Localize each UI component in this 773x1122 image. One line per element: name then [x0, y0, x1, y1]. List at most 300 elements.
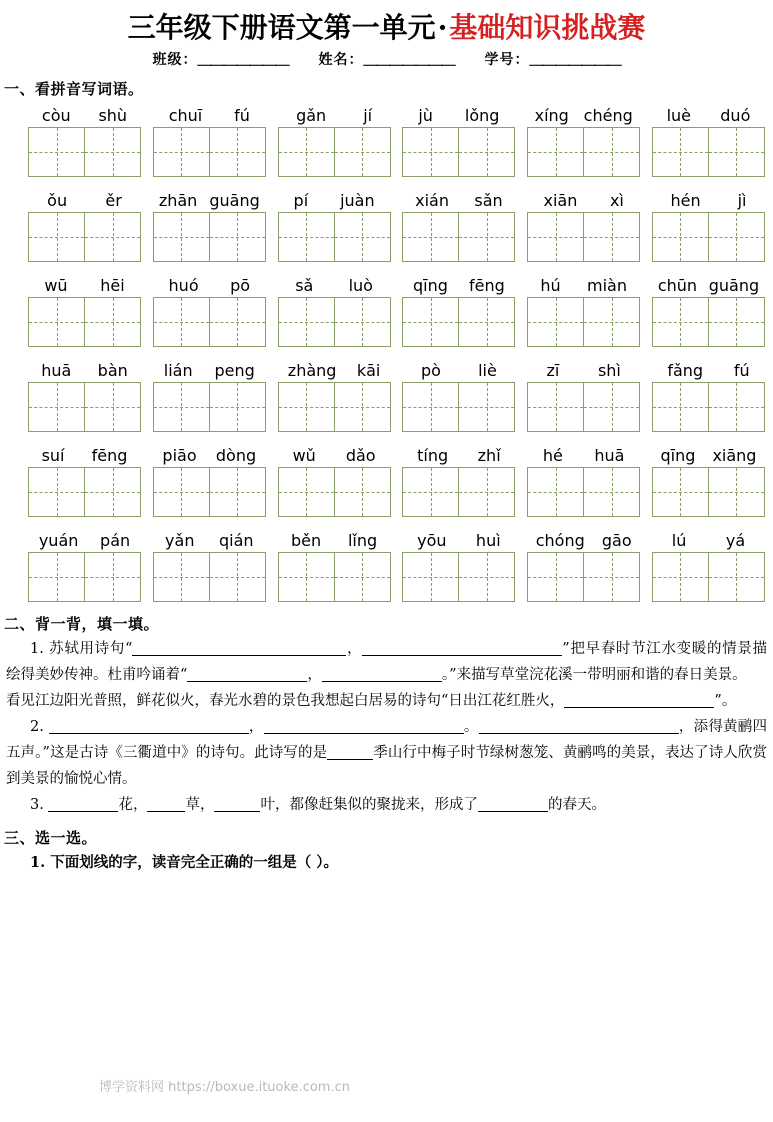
pinyin-label [278, 188, 391, 210]
tianzige-cell[interactable] [278, 212, 335, 262]
q3-text-4: 的春天。 [547, 797, 606, 814]
tianzige-cell[interactable] [402, 467, 459, 517]
pinyin-word-cell [527, 103, 640, 177]
pinyin-syllable: còu [41, 106, 71, 126]
tianzige-cell[interactable] [584, 467, 640, 517]
pinyin-word-cell [278, 273, 391, 347]
tianzige-grid[interactable] [527, 297, 640, 347]
tianzige-cell[interactable] [335, 382, 391, 432]
student-id-label: 学号： [484, 52, 530, 69]
pinyin-syllable: duó [720, 106, 751, 126]
tianzige-cell[interactable] [402, 382, 459, 432]
tianzige-cell[interactable] [85, 127, 141, 177]
tianzige-grid[interactable] [278, 382, 391, 432]
tianzige-grid[interactable] [153, 212, 266, 262]
tianzige-cell[interactable] [527, 297, 584, 347]
tianzige-grid[interactable] [28, 212, 141, 262]
pinyin-label [527, 443, 640, 465]
pinyin-syllable: fēng [91, 446, 128, 466]
tianzige-cell[interactable] [153, 552, 210, 602]
pinyin-syllable: fú [733, 361, 750, 381]
pinyin-syllable: jù [418, 106, 433, 126]
pinyin-syllable: huì [475, 531, 501, 551]
pinyin-syllable: yuán [38, 531, 79, 551]
pinyin-syllable: miàn [587, 276, 627, 296]
tianzige-cell[interactable] [153, 297, 210, 347]
class-field[interactable] [153, 49, 289, 69]
tianzige-grid[interactable] [278, 467, 391, 517]
tianzige-cell[interactable] [584, 212, 640, 262]
tianzige-grid[interactable] [28, 552, 141, 602]
tianzige-cell[interactable] [527, 127, 584, 177]
q3-blank-2[interactable] [147, 797, 185, 812]
tianzige-grid[interactable] [402, 297, 515, 347]
tianzige-cell[interactable] [278, 467, 335, 517]
student-id-blank: ＿＿＿＿＿＿＿ [529, 52, 621, 69]
pinyin-word-cell [652, 528, 765, 602]
q1-text-6: 看见江边阳光普照，鲜花似火，春光水碧的景色我想起白居易的诗句“日出江花红胜火， [6, 693, 565, 710]
tianzige-grid[interactable] [527, 552, 640, 602]
pinyin-word-cell [652, 273, 765, 347]
pinyin-label [652, 358, 765, 380]
fill-question-3 [6, 792, 767, 818]
tianzige-cell[interactable] [210, 552, 266, 602]
pinyin-word-cell [402, 528, 515, 602]
pinyin-syllable: fú [234, 106, 250, 126]
tianzige-cell[interactable] [153, 212, 210, 262]
pinyin-label [278, 528, 391, 550]
pinyin-label [652, 273, 765, 295]
pinyin-syllable: sǎn [474, 191, 503, 211]
tianzige-cell[interactable] [402, 297, 459, 347]
tianzige-cell[interactable] [278, 552, 335, 602]
pinyin-syllable: dǎo [345, 446, 376, 466]
pinyin-syllable: hú [540, 276, 561, 296]
q3-blank-3[interactable] [214, 797, 260, 812]
tianzige-cell[interactable] [28, 212, 85, 262]
tianzige-grid[interactable] [527, 382, 640, 432]
tianzige-grid[interactable] [402, 467, 515, 517]
pinyin-syllable: pí [293, 191, 309, 211]
tianzige-grid[interactable] [652, 552, 765, 602]
tianzige-cell[interactable] [278, 297, 335, 347]
pinyin-word-cell [652, 188, 765, 262]
pinyin-label [28, 443, 141, 465]
pinyin-syllable: lǐng [347, 531, 378, 551]
q2-blank-2[interactable] [264, 719, 464, 734]
tianzige-cell[interactable] [278, 127, 335, 177]
tianzige-cell[interactable] [652, 212, 709, 262]
pinyin-word-cell [402, 273, 515, 347]
pinyin-syllable: chūn [657, 276, 698, 296]
q3-text-3: 叶，都像赶集似的聚拢来，形成了 [260, 797, 478, 814]
tianzige-cell[interactable] [584, 382, 640, 432]
pinyin-label [28, 103, 141, 125]
name-blank: ＿＿＿＿＿＿＿ [363, 52, 455, 69]
tianzige-grid[interactable] [652, 212, 765, 262]
q1-blank-1[interactable] [132, 641, 346, 656]
pinyin-syllable: lǒng [464, 106, 500, 126]
page-title-separator: · [437, 11, 448, 44]
pinyin-syllable: xiān [543, 191, 578, 211]
tianzige-cell[interactable] [85, 382, 141, 432]
tianzige-cell[interactable] [85, 212, 141, 262]
tianzige-grid[interactable] [402, 382, 515, 432]
pinyin-label [153, 188, 266, 210]
tianzige-cell[interactable] [459, 127, 515, 177]
pinyin-syllable: zī [546, 361, 560, 381]
tianzige-cell[interactable] [652, 127, 709, 177]
pinyin-row [0, 358, 773, 432]
pinyin-syllable: lián [163, 361, 193, 381]
pinyin-word-cell [278, 528, 391, 602]
pinyin-syllable: fǎng [667, 361, 704, 381]
pinyin-syllable: fēng [469, 276, 505, 296]
tianzige-grid[interactable] [153, 382, 266, 432]
pinyin-word-cell [402, 443, 515, 517]
q1-blank-2[interactable] [362, 641, 562, 656]
pinyin-label [153, 528, 266, 550]
pinyin-row [0, 528, 773, 602]
tianzige-cell[interactable] [85, 467, 141, 517]
pinyin-label [527, 188, 640, 210]
tianzige-cell[interactable] [153, 467, 210, 517]
tianzige-cell[interactable] [459, 552, 515, 602]
tianzige-cell[interactable] [85, 552, 141, 602]
q3-text-1: 花， [118, 797, 148, 814]
tianzige-grid[interactable] [527, 467, 640, 517]
pinyin-word-cell [28, 103, 141, 177]
q1-number: 1. [30, 641, 44, 658]
q2-blank-3[interactable] [479, 719, 679, 734]
pinyin-syllable: shì [597, 361, 621, 381]
choice-question-1[interactable] [6, 850, 767, 876]
q2-text-4: 季山行中梅子时节绿树葱笼、黄鹂鸣的美景，表达了诗人欣赏到美景的愉悦心情。 [6, 745, 767, 788]
choice-question-section [0, 850, 773, 876]
pinyin-word-cell [28, 273, 141, 347]
tianzige-grid[interactable] [278, 127, 391, 177]
tianzige-grid[interactable] [402, 552, 515, 602]
pinyin-label [402, 358, 515, 380]
pinyin-syllable: chóng [535, 531, 585, 551]
pinyin-syllable: kāi [356, 361, 381, 381]
tianzige-cell[interactable] [459, 382, 515, 432]
tianzige-cell[interactable] [210, 467, 266, 517]
pinyin-word-cell [527, 528, 640, 602]
tianzige-cell[interactable] [584, 552, 640, 602]
pinyin-syllable: liè [478, 361, 497, 381]
tianzige-cell[interactable] [527, 212, 584, 262]
tianzige-cell[interactable] [335, 552, 391, 602]
pinyin-syllable: hén [670, 191, 701, 211]
q2-text-1: ， [248, 719, 264, 736]
tianzige-cell[interactable] [402, 127, 459, 177]
pinyin-syllable: pō [230, 276, 251, 296]
tianzige-cell[interactable] [527, 382, 584, 432]
pinyin-word-cell [527, 358, 640, 432]
tianzige-grid[interactable] [652, 127, 765, 177]
pinyin-syllable: huó [168, 276, 199, 296]
pinyin-syllable: guāng [209, 191, 260, 211]
tianzige-cell[interactable] [652, 382, 709, 432]
tianzige-grid[interactable] [153, 297, 266, 347]
pinyin-label [652, 528, 765, 550]
tianzige-cell[interactable] [402, 212, 459, 262]
pinyin-label [652, 103, 765, 125]
tianzige-cell[interactable] [709, 382, 765, 432]
pinyin-label [28, 528, 141, 550]
tianzige-cell[interactable] [28, 297, 85, 347]
tianzige-cell[interactable] [709, 297, 765, 347]
pinyin-word-cell [652, 443, 765, 517]
tianzige-grid[interactable] [652, 467, 765, 517]
tianzige-cell[interactable] [709, 212, 765, 262]
pinyin-syllable: yōu [417, 531, 447, 551]
pinyin-label [652, 443, 765, 465]
q1-text-3: ”把早春时节江水变暖的情景描绘得美妙传神。杜甫吟诵着“ [6, 641, 768, 684]
q3-blank-4[interactable] [478, 797, 548, 812]
tianzige-cell[interactable] [85, 297, 141, 347]
watermark: 博学资料网 https://boxue.ituoke.com.cn [99, 1080, 350, 1095]
pinyin-syllable: luò [348, 276, 373, 296]
tianzige-cell[interactable] [584, 297, 640, 347]
tianzige-cell[interactable] [28, 552, 85, 602]
tianzige-grid[interactable] [153, 552, 266, 602]
pinyin-row [0, 188, 773, 262]
q3-blank-1[interactable] [48, 797, 118, 812]
pinyin-row [0, 443, 773, 517]
pinyin-label [402, 188, 515, 210]
pinyin-label [153, 103, 266, 125]
pinyin-label [278, 443, 391, 465]
section-two-heading: 二、背一背，填一填。 [4, 615, 160, 634]
pinyin-syllable: qīng [660, 446, 696, 466]
tianzige-cell[interactable] [652, 467, 709, 517]
pinyin-word-cell [278, 358, 391, 432]
tianzige-grid[interactable] [153, 467, 266, 517]
q2-blank-4[interactable] [327, 745, 373, 760]
q1-blank-5[interactable] [564, 693, 714, 708]
pinyin-syllable: pán [100, 531, 131, 551]
pinyin-syllable: gǎn [296, 106, 327, 126]
q2-text-3: ，添得黄鹂四五声。”这是古诗《三衢道中》的诗句。此诗写的是 [6, 719, 768, 762]
class-label: 班级： [152, 52, 198, 69]
q1-text-5: 。”来描写草堂浣花溪一带明丽和谐的春日美景。 [441, 667, 747, 684]
tianzige-grid[interactable] [402, 212, 515, 262]
pinyin-syllable: yǎn [165, 531, 195, 551]
pinyin-word-cell [402, 358, 515, 432]
q1-text-4: ， [307, 667, 322, 684]
tianzige-cell[interactable] [28, 382, 85, 432]
tianzige-cell[interactable] [652, 297, 709, 347]
q3-text-2: 草， [185, 797, 215, 814]
pinyin-word-cell [28, 358, 141, 432]
tianzige-grid[interactable] [28, 467, 141, 517]
tianzige-cell[interactable] [210, 297, 266, 347]
pinyin-label [527, 273, 640, 295]
tianzige-cell[interactable] [527, 467, 584, 517]
pinyin-word-cell [153, 103, 266, 177]
tianzige-cell[interactable] [709, 127, 765, 177]
pinyin-syllable: zhān [158, 191, 198, 211]
pinyin-word-cell [153, 273, 266, 347]
tianzige-cell[interactable] [28, 467, 85, 517]
pinyin-syllable: xíng [534, 106, 569, 126]
pinyin-syllable: yá [725, 531, 746, 551]
name-label: 姓名： [318, 52, 364, 69]
pinyin-word-cell [278, 188, 391, 262]
tianzige-grid[interactable] [652, 297, 765, 347]
page-title-main: 三年级下册语文第一单元 [127, 11, 436, 44]
q1-text-2: ， [346, 641, 363, 658]
section-three-heading: 三、选一选。 [4, 829, 98, 848]
tianzige-cell[interactable] [459, 297, 515, 347]
pinyin-word-cell [527, 443, 640, 517]
pinyin-syllable: guāng [708, 276, 760, 296]
pinyin-syllable: chuī [168, 106, 203, 126]
pinyin-label [28, 188, 141, 210]
pinyin-syllable: bàn [97, 361, 128, 381]
pinyin-syllable: xiāng [712, 446, 757, 466]
pinyin-label [28, 273, 141, 295]
tianzige-grid[interactable] [278, 212, 391, 262]
pinyin-syllable: ěr [105, 191, 122, 211]
pinyin-syllable: tíng [417, 446, 449, 466]
fill-question-2 [6, 714, 767, 792]
pinyin-syllable: sǎ [295, 276, 314, 296]
q2-text-2: 。 [463, 719, 479, 736]
q1-text-7: ”。 [714, 693, 737, 710]
tianzige-cell[interactable] [210, 382, 266, 432]
pinyin-word-cell [402, 188, 515, 262]
tianzige-grid[interactable] [402, 127, 515, 177]
tianzige-grid[interactable] [28, 127, 141, 177]
pinyin-word-cell [527, 273, 640, 347]
q1-blank-3[interactable] [187, 667, 307, 682]
tianzige-grid[interactable] [652, 382, 765, 432]
tianzige-cell[interactable] [459, 467, 515, 517]
tianzige-cell[interactable] [210, 212, 266, 262]
page-title [0, 0, 773, 42]
pinyin-label [28, 358, 141, 380]
tianzige-cell[interactable] [210, 127, 266, 177]
q2-blank-1[interactable] [49, 719, 249, 734]
tianzige-grid[interactable] [278, 552, 391, 602]
tianzige-grid[interactable] [278, 297, 391, 347]
pinyin-syllable: suí [41, 446, 65, 466]
pinyin-label [402, 103, 515, 125]
tianzige-cell[interactable] [335, 467, 391, 517]
pinyin-syllable: běn [291, 531, 322, 551]
pinyin-word-cell [278, 103, 391, 177]
tianzige-cell[interactable] [584, 127, 640, 177]
pinyin-label [402, 443, 515, 465]
pinyin-label [527, 358, 640, 380]
pinyin-syllable: peng [214, 361, 255, 381]
pinyin-word-cell [28, 443, 141, 517]
q3-number: 3. [30, 797, 44, 814]
pinyin-label [402, 528, 515, 550]
pinyin-syllable: zhǐ [477, 446, 501, 466]
tianzige-grid[interactable] [153, 127, 266, 177]
pinyin-exercise-grid [0, 103, 773, 602]
pinyin-syllable: jì [737, 191, 747, 211]
pinyin-label [153, 443, 266, 465]
name-field[interactable] [319, 49, 455, 69]
pinyin-syllable: pò [420, 361, 441, 381]
tianzige-grid[interactable] [527, 127, 640, 177]
q1-blank-4[interactable] [322, 667, 442, 682]
tianzige-grid[interactable] [527, 212, 640, 262]
pinyin-syllable: xì [609, 191, 624, 211]
tianzige-cell[interactable] [652, 552, 709, 602]
student-id-field[interactable] [485, 49, 621, 69]
pinyin-row [0, 273, 773, 347]
pinyin-syllable: xián [415, 191, 449, 211]
pinyin-row [0, 103, 773, 177]
tianzige-cell[interactable] [278, 382, 335, 432]
pinyin-word-cell [527, 188, 640, 262]
pinyin-word-cell [153, 443, 266, 517]
pinyin-syllable: qián [218, 531, 254, 551]
pinyin-word-cell [28, 528, 141, 602]
section-one-heading: 一、看拼音写词语。 [4, 80, 144, 99]
pinyin-syllable: ǒu [47, 191, 68, 211]
pinyin-syllable: dòng [215, 446, 257, 466]
pinyin-syllable: jí [363, 106, 373, 126]
pinyin-syllable: hēi [100, 276, 125, 296]
q1-text-1: 苏轼用诗句“ [49, 641, 133, 658]
choice-1-number: 1. [30, 854, 46, 872]
pinyin-syllable: gāo [601, 531, 632, 551]
pinyin-syllable: juàn [340, 191, 375, 211]
pinyin-label [153, 273, 266, 295]
pinyin-word-cell [402, 103, 515, 177]
fill-question-1-continued [6, 688, 767, 714]
tianzige-cell[interactable] [335, 127, 391, 177]
tianzige-grid[interactable] [28, 382, 141, 432]
pinyin-syllable: wǔ [292, 446, 316, 466]
tianzige-cell[interactable] [153, 382, 210, 432]
tianzige-grid[interactable] [28, 297, 141, 347]
fill-question-1 [6, 636, 767, 688]
tianzige-cell[interactable] [709, 467, 765, 517]
tianzige-cell[interactable] [335, 212, 391, 262]
pinyin-label [652, 188, 765, 210]
tianzige-cell[interactable] [527, 552, 584, 602]
pinyin-syllable: huā [594, 446, 625, 466]
pinyin-label [278, 358, 391, 380]
class-blank: ＿＿＿＿＿＿＿ [197, 52, 289, 69]
tianzige-cell[interactable] [28, 127, 85, 177]
tianzige-cell[interactable] [402, 552, 459, 602]
tianzige-cell[interactable] [459, 212, 515, 262]
pinyin-syllable: lú [671, 531, 687, 551]
tianzige-cell[interactable] [153, 127, 210, 177]
tianzige-cell[interactable] [335, 297, 391, 347]
pinyin-label [278, 273, 391, 295]
pinyin-word-cell [153, 358, 266, 432]
pinyin-label [153, 358, 266, 380]
pinyin-word-cell [153, 528, 266, 602]
pinyin-syllable: luè [666, 106, 692, 126]
pinyin-syllable: qīng [412, 276, 448, 296]
pinyin-syllable: wū [44, 276, 68, 296]
q2-number: 2. [30, 719, 44, 736]
pinyin-syllable: piāo [162, 446, 197, 466]
pinyin-word-cell [28, 188, 141, 262]
tianzige-cell[interactable] [709, 552, 765, 602]
